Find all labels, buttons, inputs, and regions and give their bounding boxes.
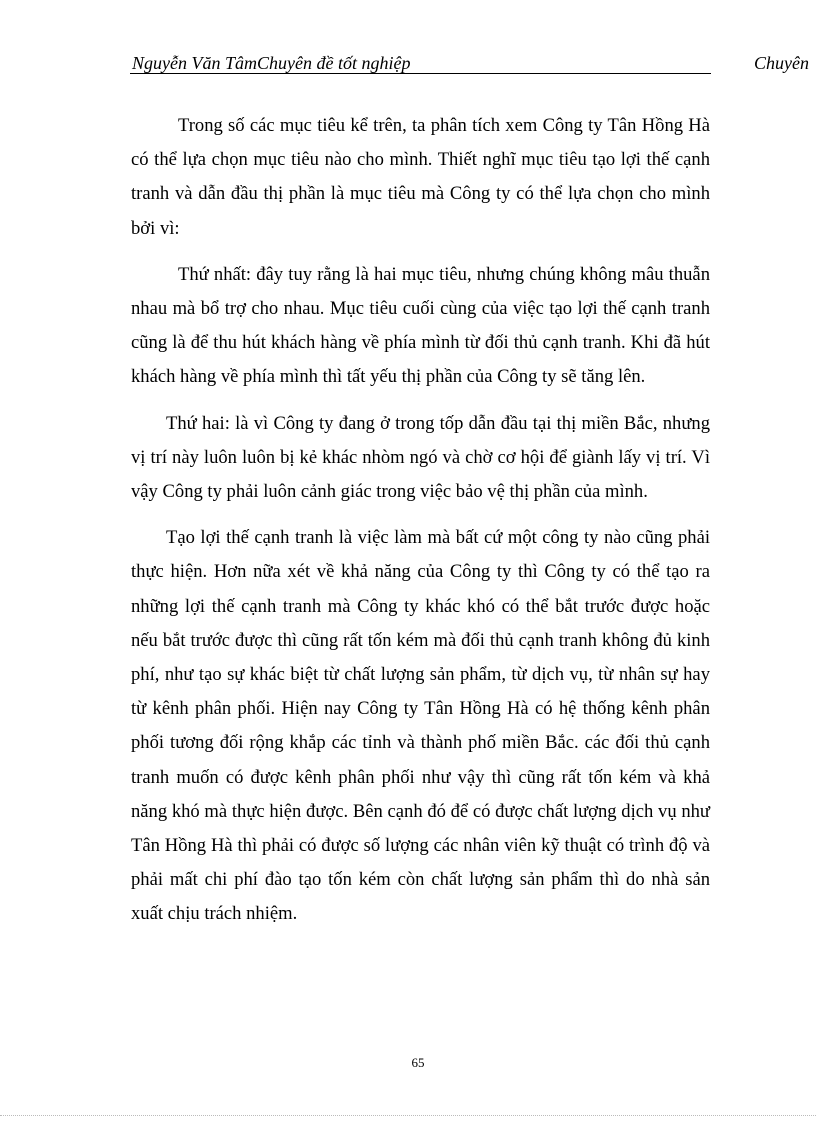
page-number: 65 <box>411 1055 425 1070</box>
paragraph-second-reason: Thứ hai: là vì Công ty đang ở trong tốp dẫn đầu tại thị miền Bắc, nhưng vị trí này luôn luôn bị kẻ khác nhòm ngó và chờ cơ hội để giành lấy vị trí. Vì vậy Công ty phải luôn cảnh giác trong việc bảo vệ thị phần của mình. <box>131 412 710 503</box>
paragraph-competitive-advantage: Tạo lợi thế cạnh tranh là việc làm mà bất cứ một công ty nào cũng phải thực hiện. Hơn nữa xét về khả năng của Công ty thì Công ty có thể tạo ra những lợi thế cạnh tranh mà Công ty khác khó có thể bắt trước được hoặc nếu bắt trước được thì cũng rất tốn kém mà đối thủ cạnh tranh không đủ kinh phí, như tạo sự khác biệt từ chất lượng sản phẩm, từ dịch vụ, từ nhân sự hay từ kênh phân phối. Hiện nay Công ty Tân Hồng Hà có hệ thống kênh phân phối tương đối rộng khắp các tỉnh và thành phố miền Bắc. các đối thủ cạnh tranh muốn có được kênh phân phối như vậy thì cũng rất tốn kém và khả năng khó mà thực hiện được. Bên cạnh đó để có được chất lượng dịch vụ như Tân Hồng Hà thì phải có được số lượng các nhân viên kỹ thuật có trình độ và phải mất chi phí đào tạo tốn kém còn chất lượng sản phẩm thì do nhà sản xuất chịu trách nhiệm. <box>131 527 710 925</box>
document-body <box>131 109 710 944</box>
paragraph-first-reason: Thứ nhất: đây tuy rằng là hai mục tiêu, nhưng chúng không mâu thuẫn nhau mà bổ trợ cho nhau. Mục tiêu cuối cùng của việc tạo lợi thế cạnh tranh cũng là để thu hút khách hàng về phía mình từ đối thủ cạnh tranh. Khi đã hút khách hàng về phía mình thì tất yếu thị phần của Công ty sẽ tăng lên. <box>131 263 710 388</box>
page-header <box>0 52 816 76</box>
header-rule <box>130 73 711 74</box>
page-bottom-divider <box>0 1115 816 1116</box>
paragraph-intro: Trong số các mục tiêu kể trên, ta phân tích xem Công ty Tân Hồng Hà có thể lựa chọn mục tiêu nào cho mình. Thiết nghĩ mục tiêu tạo lợi thế cạnh tranh và dẫn đầu thị phần là mục tiêu mà Công ty có thể lựa chọn cho mình bởi vì: <box>131 115 710 239</box>
header-right-text: Chuyên <box>754 53 809 73</box>
header-author-title: Nguyễn Văn TâmChuyên đề tốt nghiệp <box>132 53 411 73</box>
